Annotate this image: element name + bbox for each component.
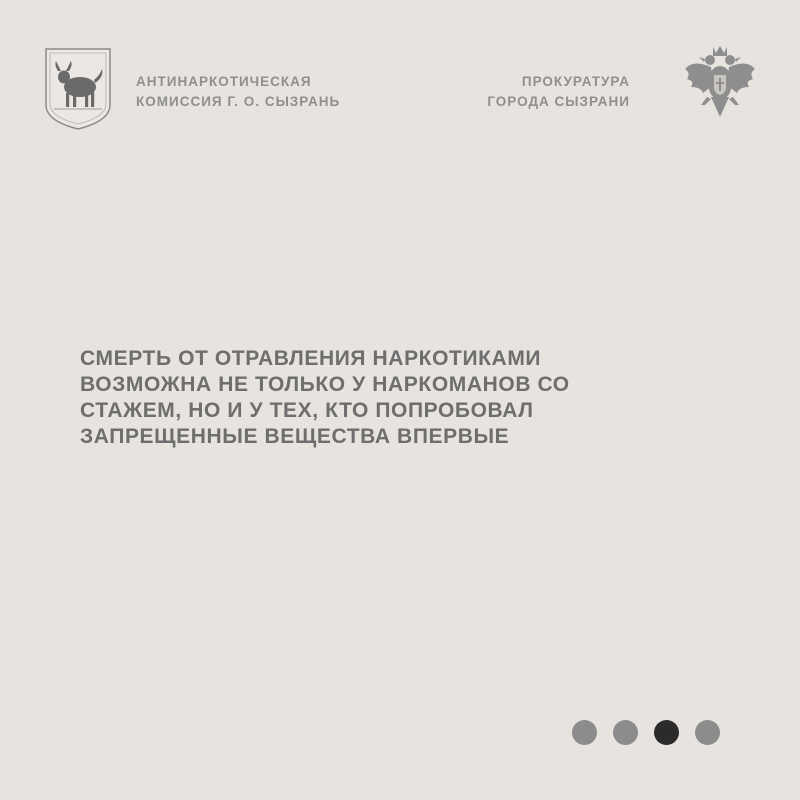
headline-line-4: ЗАПРЕЩЕННЫЕ ВЕЩЕСТВА ВПЕРВЫЕ bbox=[80, 425, 510, 448]
right-org-line-1: ПРОКУРАТУРА bbox=[521, 74, 630, 89]
headline bbox=[80, 346, 740, 450]
pager-dot-4[interactable] bbox=[695, 720, 720, 745]
prosecutor-eagle-emblem-icon bbox=[683, 43, 757, 121]
syzran-coat-of-arms-icon bbox=[44, 47, 112, 131]
slide-pager bbox=[572, 720, 720, 745]
right-organization-title bbox=[487, 72, 630, 112]
headline-line-2: ВОЗМОЖНА НЕ ТОЛЬКО У НАРКОМАНОВ СО bbox=[80, 373, 570, 396]
left-organization-title bbox=[136, 72, 340, 112]
headline-line-1: СМЕРТЬ ОТ ОТРАВЛЕНИЯ НАРКОТИКАМИ bbox=[80, 347, 542, 370]
left-org-line-1: АНТИНАРКОТИЧЕСКАЯ bbox=[136, 74, 312, 89]
pager-dot-3[interactable] bbox=[654, 720, 679, 745]
headline-line-3: СТАЖЕМ, НО И У ТЕХ, КТО ПОПРОБОВАЛ bbox=[80, 399, 534, 422]
pager-dot-2[interactable] bbox=[613, 720, 638, 745]
pager-dot-1[interactable] bbox=[572, 720, 597, 745]
left-org-line-2: КОМИССИЯ Г. О. СЫЗРАНЬ bbox=[136, 94, 341, 109]
right-org-line-2: ГОРОДА СЫЗРАНИ bbox=[487, 94, 630, 109]
